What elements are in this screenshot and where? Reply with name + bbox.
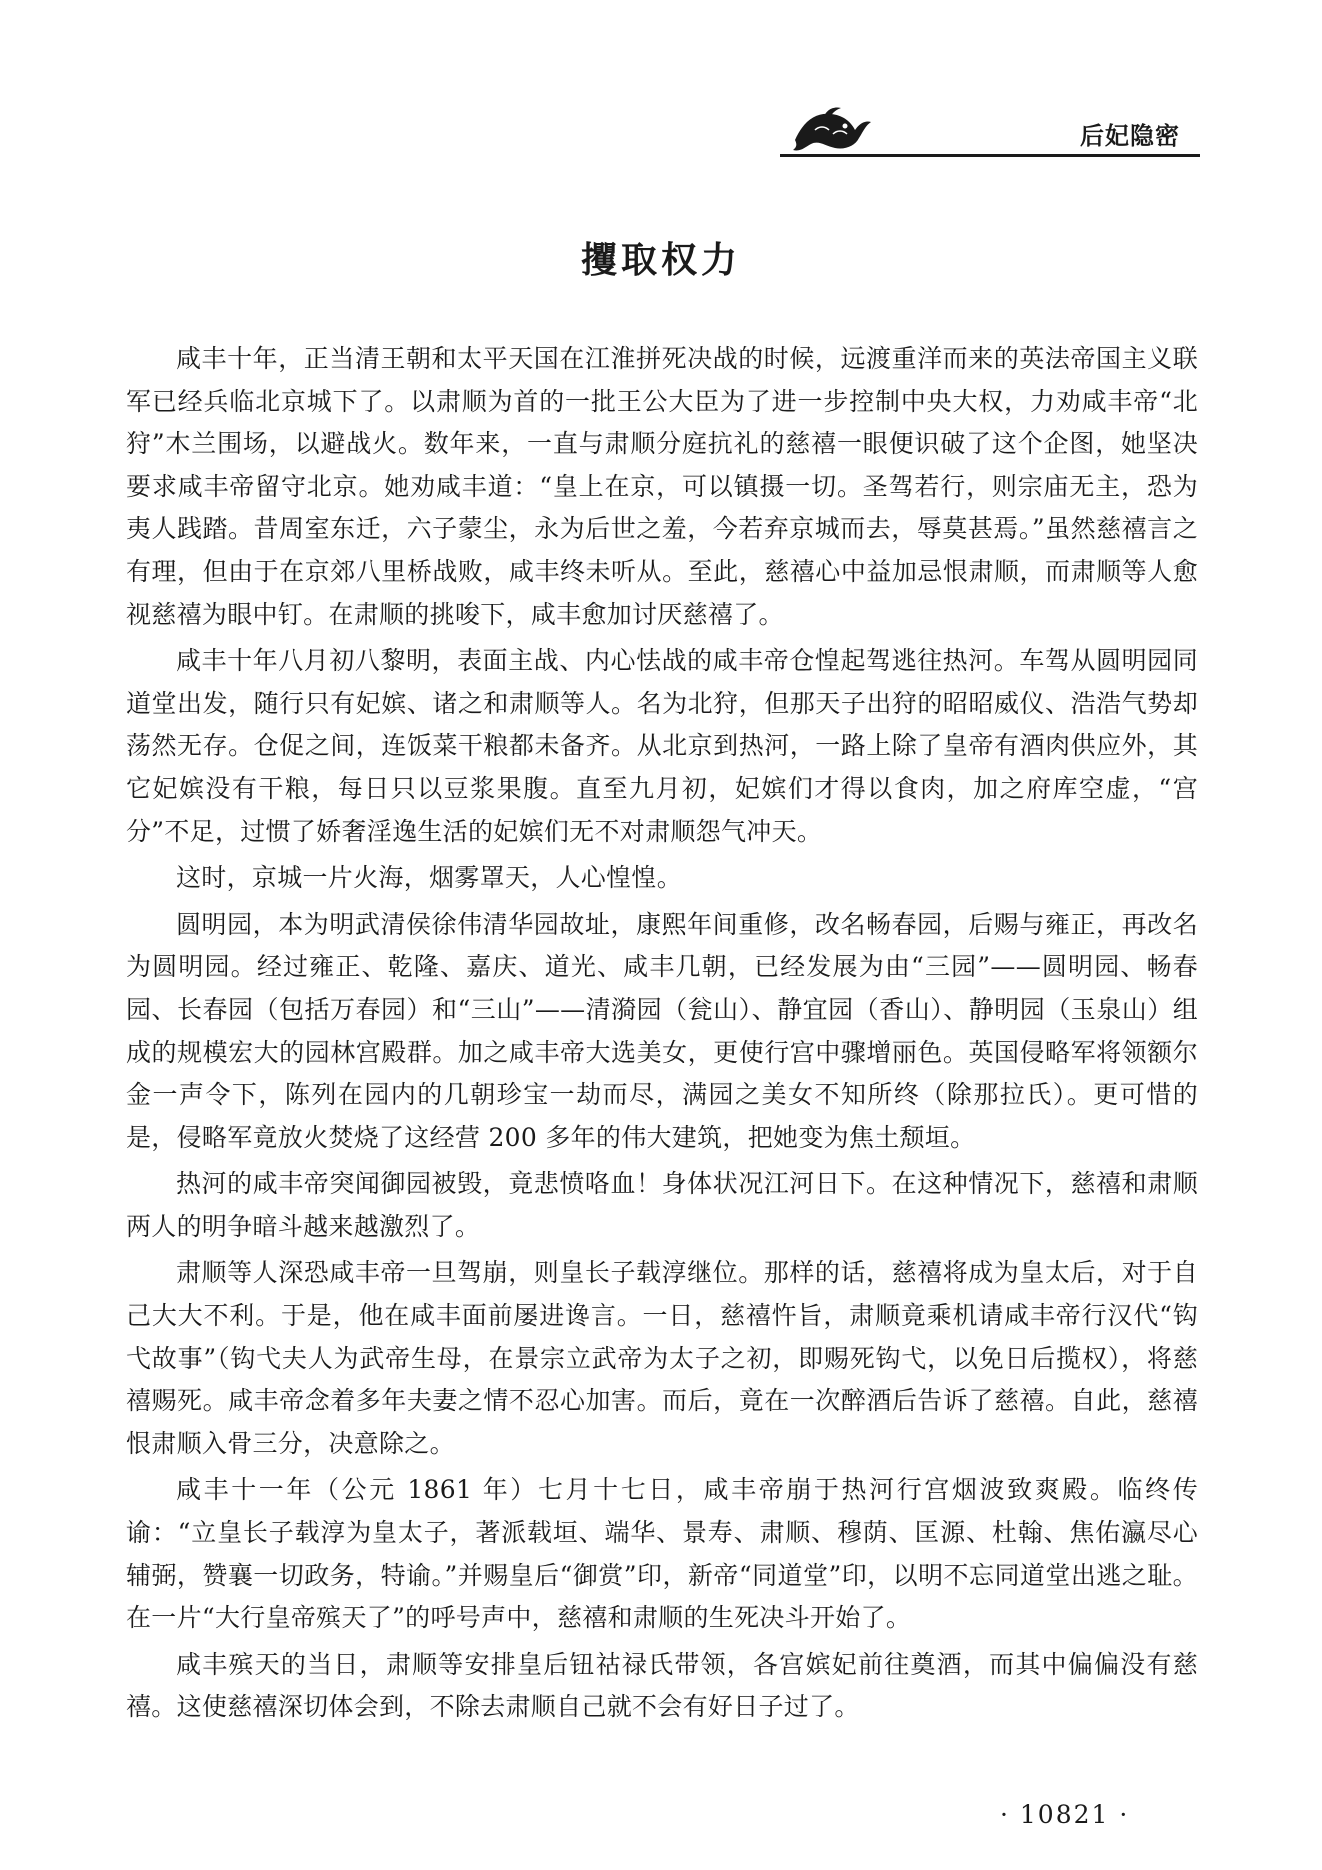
- header-divider: [780, 154, 1200, 157]
- article-body: [126, 338, 1198, 1733]
- paragraph: 肃顺等人深恐咸丰帝一旦驾崩，则皇长子载淳继位。那样的话，慈禧将成为皇太后，对于自己大大不利。于是，他在咸丰面前屡进谗言。一日，慈禧忤旨，肃顺竟乘机请咸丰帝行汉代“钩弋故事”（钩弋夫人为武帝生母，在景宗立武帝为太子之初，即赐死钩弋，以免日后揽权），将慈禧赐死。咸丰帝念着多年夫妻之情不忍心加害。而后，竟在一次醉酒后告诉了慈禧。自此，慈禧恨肃顺入骨三分，决意除之。: [126, 1258, 1198, 1458]
- paragraph: 咸丰殡天的当日，肃顺等安排皇后钮祜禄氏带领，各宫嫔妃前往奠酒，而其中偏偏没有慈禧。这使慈禧深切体会到，不除去肃顺自己就不会有好日子过了。: [126, 1649, 1198, 1722]
- paragraph: 圆明园，本为明武清侯徐伟清华园故址，康熙年间重修，改名畅春园，后赐与雍正，再改名为圆明园。经过雍正、乾隆、嘉庆、道光、咸丰几朝，已经发展为由“三园”——圆明园、畅春园、长春园（包括万春园）和“三山”——清漪园（瓮山）、静宜园（香山）、静明园（玉泉山）组成的规模宏大的园林宫殿群。加之咸丰帝大选美女，更使行宫中骤增丽色。英国侵略军将领额尔金一声令下，陈列在园内的几朝珍宝一劫而尽，满园之美女不知所终（除那拉氏）。更可惜的是，侵略军竟放火焚烧了这经营 200 多年的伟大建筑，把她变为焦土颓垣。: [126, 909, 1198, 1152]
- dragon-icon: [785, 100, 875, 160]
- paragraph: 咸丰十年八月初八黎明，表面主战、内心怯战的咸丰帝仓惶起驾逃往热河。车驾从圆明园同道堂出发，随行只有妃嫔、诸之和肃顺等人。名为北狩，但那天子出狩的昭昭威仪、浩浩气势却荡然无存。仓促之间，连饭菜干粮都未备齐。从北京到热河，一路上除了皇帝有酒肉供应外，其它妃嫔没有干粮，每日只以豆浆果腹。直至九月初，妃嫔们才得以食肉，加之府库空虚，“宫分”不足，过惯了娇奢淫逸生活的妃嫔们无不对肃顺怨气冲天。: [126, 646, 1198, 846]
- paragraph: 热河的咸丰帝突闻御园被毁，竟悲愤咯血！身体状况江河日下。在这种情况下，慈禧和肃顺两人的明争暗斗越来越激烈了。: [126, 1169, 1198, 1241]
- article-title: 攫取权力: [580, 240, 741, 281]
- paragraph: 咸丰十一年（公元 1861 年）七月十七日，咸丰帝崩于热河行宫烟波致爽殿。临终传谕：“立皇长子载淳为皇太子，著派载垣、端华、景寿、肃顺、穆荫、匡源、杜翰、焦佑瀛尽心辅弼，赞襄一切政务，特谕。”并赐皇后“御赏”印，新帝“同道堂”印，以明不忘同道堂出逃之耻。在一片“大行皇帝殡天了”的呼号声中，慈禧和肃顺的生死决斗开始了。: [126, 1475, 1198, 1633]
- paragraph: 这时，京城一片火海，烟雾罩天，人心惶惶。: [176, 863, 683, 893]
- page-number: · 10821 ·: [1000, 1800, 1130, 1829]
- page-header: [0, 100, 1322, 170]
- header-title: 后妃隐密: [1080, 122, 1180, 150]
- paragraph: 咸丰十年，正当清王朝和太平天国在江淮拼死决战的时候，远渡重洋而来的英法帝国主义联军已经兵临北京城下了。以肃顺为首的一批王公大臣为了进一步控制中央大权，力劝咸丰帝“北狩”木兰围场，以避战火。数年来，一直与肃顺分庭抗礼的慈禧一眼便识破了这个企图，她坚决要求咸丰帝留守北京。她劝咸丰道：“皇上在京，可以镇摄一切。圣驾若行，则宗庙无主，恐为夷人践踏。昔周室东迁，六子蒙尘，永为后世之羞，今若弃京城而去，辱莫甚焉。”虽然慈禧言之有理，但由于在京郊八里桥战败，咸丰终未听从。至此，慈禧心中益加忌恨肃顺，而肃顺等人愈视慈禧为眼中钉。在肃顺的挑唆下，咸丰愈加讨厌慈禧了。: [126, 344, 1198, 629]
